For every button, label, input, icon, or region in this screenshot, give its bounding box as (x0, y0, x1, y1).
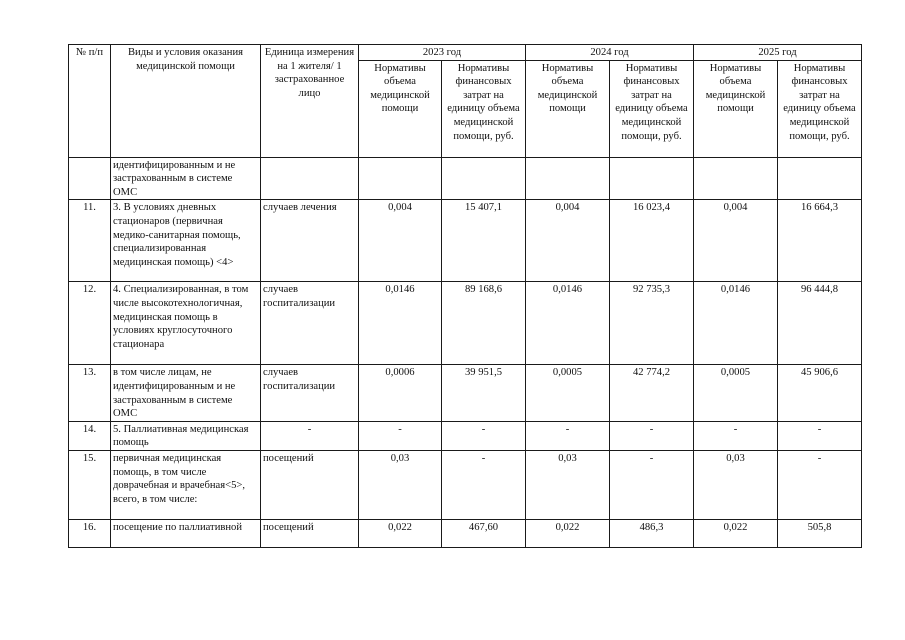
header-cost-2024: Нормативы финансовых затрат на единицу объема медицинской помощи, руб. (610, 60, 694, 157)
cell-cost-2024: 92 735,3 (610, 282, 694, 365)
cell-volume-2024: 0,03 (526, 450, 610, 519)
header-num: № п/п (69, 45, 111, 158)
cell-cost-2024 (610, 157, 694, 200)
cell-unit: посещений (261, 519, 359, 547)
cell-unit: случаев лечения (261, 200, 359, 282)
cell-volume-2023: 0,0006 (359, 365, 442, 421)
table-row (69, 421, 862, 450)
cell-volume-2023: - (359, 421, 442, 450)
cell-volume-2025: 0,022 (694, 519, 778, 547)
table-row (69, 365, 862, 421)
cell-cost-2023: - (442, 421, 526, 450)
cell-cost-2024: 16 023,4 (610, 200, 694, 282)
header-volume-2023: Нормативы объема медицинской помощи (359, 60, 442, 157)
cell-volume-2025 (694, 157, 778, 200)
table-row (69, 450, 862, 519)
cell-volume-2025: 0,004 (694, 200, 778, 282)
header-kind: Виды и условия оказания медицинской помощи (111, 45, 261, 158)
cell-cost-2024: 486,3 (610, 519, 694, 547)
cell-cost-2024: - (610, 450, 694, 519)
cell-volume-2024: 0,004 (526, 200, 610, 282)
cell-kind: посещение по паллиативной (111, 519, 261, 547)
cell-kind: первичная медицинская помощь, в том числе доврачебная и врачебная<5>, всего, в том числе: (111, 450, 261, 519)
norms-table (68, 44, 862, 548)
header-year-2024: 2024 год (526, 45, 694, 61)
header-year-2023: 2023 год (359, 45, 526, 61)
cell-num: 16. (69, 519, 111, 547)
header-cost-2025: Нормативы финансовых затрат на единицу объема медицинской помощи, руб. (778, 60, 862, 157)
table-row (69, 519, 862, 547)
cell-volume-2025: 0,0146 (694, 282, 778, 365)
cell-volume-2024: 0,0146 (526, 282, 610, 365)
cell-cost-2025: 16 664,3 (778, 200, 862, 282)
cell-volume-2023: 0,004 (359, 200, 442, 282)
cell-cost-2025: - (778, 421, 862, 450)
cell-kind: идентифицированным и не застрахованным в системе ОМС (111, 157, 261, 200)
cell-num: 15. (69, 450, 111, 519)
cell-cost-2023 (442, 157, 526, 200)
cell-kind: 3. В условиях дневных стационаров (первичная медико-санитарная помощь, специализированная медицинская помощь) <4> (111, 200, 261, 282)
cell-cost-2023: 89 168,6 (442, 282, 526, 365)
cell-cost-2023: 467,60 (442, 519, 526, 547)
cell-volume-2025: - (694, 421, 778, 450)
cell-unit: случаев госпитализации (261, 282, 359, 365)
cell-cost-2025: 505,8 (778, 519, 862, 547)
header-year-2025: 2025 год (694, 45, 862, 61)
cell-cost-2023: - (442, 450, 526, 519)
cell-cost-2023: 15 407,1 (442, 200, 526, 282)
cell-volume-2024: - (526, 421, 610, 450)
cell-cost-2023: 39 951,5 (442, 365, 526, 421)
cell-volume-2023: 0,022 (359, 519, 442, 547)
cell-volume-2023: 0,03 (359, 450, 442, 519)
cell-cost-2025 (778, 157, 862, 200)
cell-num (69, 157, 111, 200)
table-row (69, 282, 862, 365)
table-row (69, 200, 862, 282)
cell-cost-2025: - (778, 450, 862, 519)
header-unit: Единица измерения на 1 жителя/ 1 застрахованное лицо (261, 45, 359, 158)
cell-volume-2025: 0,0005 (694, 365, 778, 421)
table-row (69, 157, 862, 200)
cell-unit: - (261, 421, 359, 450)
cell-cost-2025: 96 444,8 (778, 282, 862, 365)
cell-cost-2024: 42 774,2 (610, 365, 694, 421)
cell-kind: 5. Паллиативная медицинская помощь (111, 421, 261, 450)
cell-unit: случаев госпитализации (261, 365, 359, 421)
cell-volume-2023: 0,0146 (359, 282, 442, 365)
cell-kind: 4. Специализированная, в том числе высокотехнологичная, медицинская помощь в условиях круглосуточного стационара (111, 282, 261, 365)
cell-num: 14. (69, 421, 111, 450)
cell-cost-2024: - (610, 421, 694, 450)
header-volume-2024: Нормативы объема медицинской помощи (526, 60, 610, 157)
cell-unit: посещений (261, 450, 359, 519)
cell-num: 12. (69, 282, 111, 365)
header-volume-2025: Нормативы объема медицинской помощи (694, 60, 778, 157)
cell-volume-2025: 0,03 (694, 450, 778, 519)
cell-num: 11. (69, 200, 111, 282)
cell-num: 13. (69, 365, 111, 421)
cell-volume-2024: 0,0005 (526, 365, 610, 421)
header-cost-2023: Нормативы финансовых затрат на единицу объема медицинской помощи, руб. (442, 60, 526, 157)
cell-volume-2024 (526, 157, 610, 200)
cell-kind: в том числе лицам, не идентифицированным и не застрахованным в системе ОМС (111, 365, 261, 421)
cell-volume-2023 (359, 157, 442, 200)
cell-cost-2025: 45 906,6 (778, 365, 862, 421)
cell-volume-2024: 0,022 (526, 519, 610, 547)
cell-unit (261, 157, 359, 200)
